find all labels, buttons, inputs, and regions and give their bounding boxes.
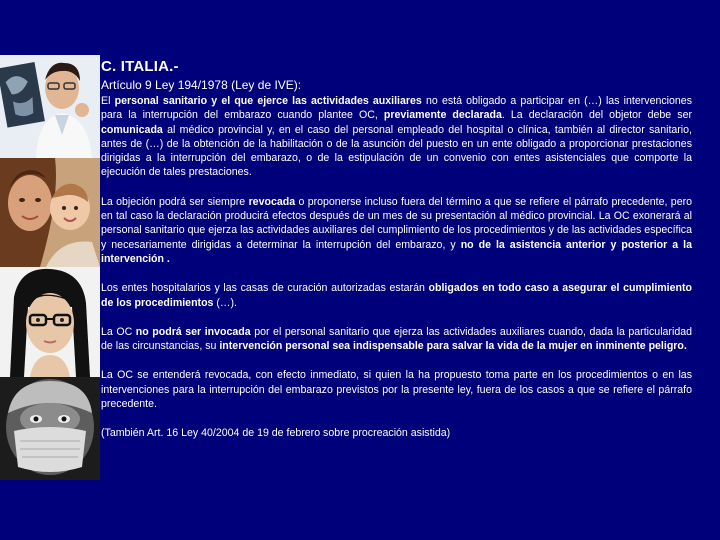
doctor-with-xray-photo: [0, 55, 100, 158]
paragraph-text: por el personal sanitario que ejerza las actividades auxiliares cuando, dada la particularidad de las circunstancias, su: [101, 325, 692, 353]
paragraph-text: . La declaración del objetor debe ser: [501, 109, 692, 122]
emphasized-text: no de la asistencia anterior y posterior a la intervención .: [101, 238, 692, 265]
slide-subtitle: Artículo 9 Ley 194/1978 (Ley de IVE):: [101, 78, 302, 92]
body-paragraph: [101, 325, 692, 354]
emphasized-text: obligados en todo caso a asegurar el cumplimiento de los procedimientos: [101, 282, 692, 309]
body-paragraph: [101, 281, 692, 310]
emphasized-text: comunicada: [101, 123, 163, 136]
paragraph-text: Los entes hospitalarios y las casas de curación autorizadas estarán: [101, 282, 429, 295]
paragraph-text: no está obligado a participar en (…) las intervenciones para la interrupción del embarazo cuando plantee OC,: [101, 95, 692, 122]
body-paragraph: [101, 94, 692, 180]
paragraph-text: El: [101, 95, 115, 107]
emphasized-text: no podrá ser invocada: [135, 325, 251, 338]
body-paragraph: [101, 368, 692, 411]
paragraph-text: (…).: [213, 296, 237, 309]
paragraph-text: La objeción podrá ser siempre: [101, 195, 249, 208]
paragraph-text: o proponerse incluso fuera del término a que se refiere el párrafo precedente, pero en tal caso la declaración producirá efectos después de un mes de su presentación al médico provincial. La OC exonerará al personal sanitario que ejerza las actividades auxiliares del cumplimiento de los procedimientos y de las actividades específica y necesariamente dirigidas a determinar la interrupción del embarazo, y: [101, 195, 693, 251]
paragraph-list: [101, 94, 692, 411]
paragraph-text: La OC se entenderá revocada, con efecto inmediato, si quien la ha propuesto toma parte en los procedimientos o en las intervenciones para la interrupción del embarazo previstos por la presente ley, fuera de los casos a que se refiere el párrafo precedente.: [101, 369, 692, 411]
emphasized-text: personal sanitario y el que ejerce las actividades auxiliares: [114, 95, 422, 107]
paragraph-text: La OC: [101, 325, 136, 338]
slide-title: C. ITALIA.-: [101, 58, 179, 75]
emphasized-text: intervención personal sea indispensable para salvar la vida de la mujer en inminente peligro.: [219, 340, 687, 353]
reference-note: (También Art. 16 Ley 40/2004 de 19 de febrero sobre procreación asistida): [101, 427, 451, 440]
emphasized-text: previamente declarada: [383, 109, 502, 122]
slide-content: [101, 58, 692, 440]
surgeon-with-mask-photo: [0, 377, 100, 480]
emphasized-text: revocada: [248, 195, 296, 208]
woman-with-glasses-photo: [0, 267, 100, 377]
mother-and-baby-photo: [0, 158, 100, 267]
photo-strip: [0, 55, 100, 480]
paragraph-text: al médico provincial y, en el caso del personal empleado del hospital o clínica, también al director sanitario, antes de (…) de la obtención de la habilitación o de la asunción del puesto en un ente obligado a proporcionar prestaciones dirigidas a la interrupción del embarazo, o de la estipulación de un convenio con entes asistenciales que comporte la ejecución de tales prestaciones.: [101, 123, 692, 179]
body-paragraph: [101, 195, 692, 266]
